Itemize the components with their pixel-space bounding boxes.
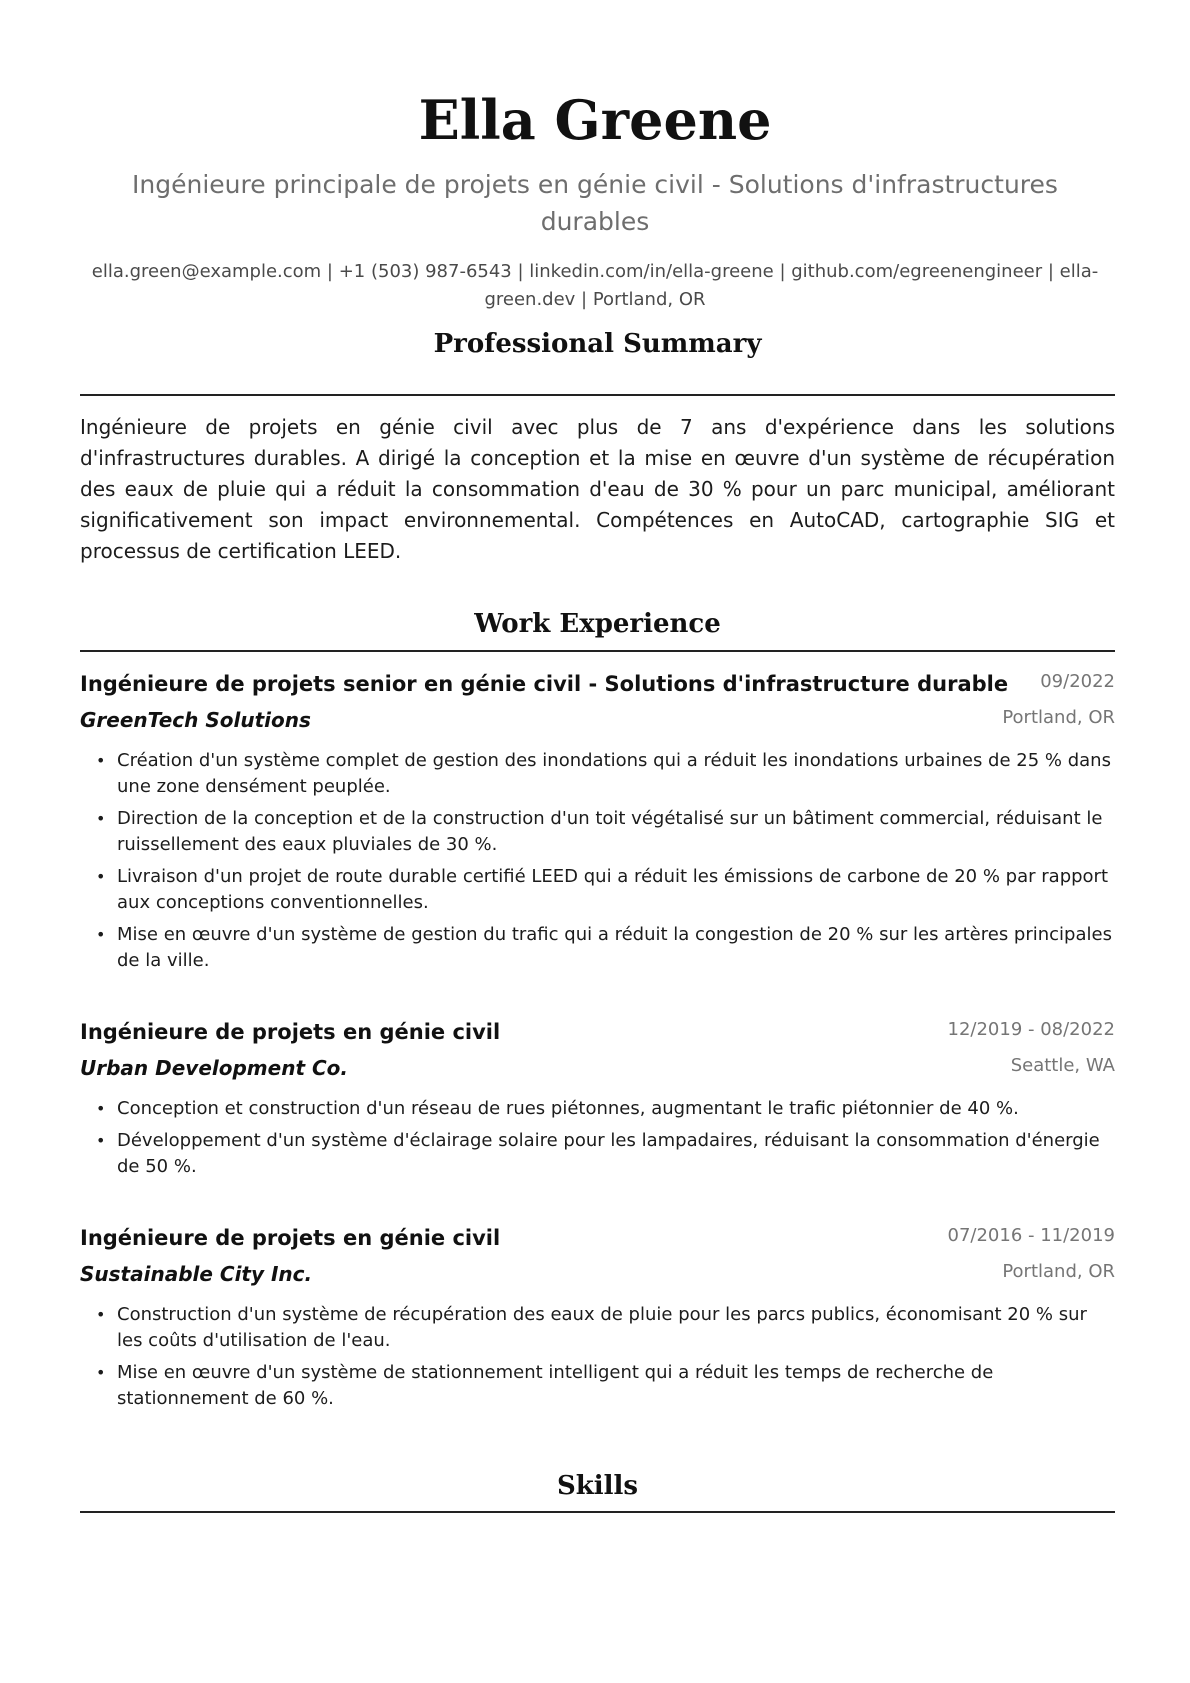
achievement-text: Livraison d'un projet de route durable certifié LEED qui a réduit les émissions de carbone de 20 % par rapport aux conceptions conventionnelles. xyxy=(117,866,1109,913)
company-name: Urban Development Co. xyxy=(80,1056,348,1080)
summary-text: Ingénieure de projets en génie civil avec plus de 7 ans d'expérience dans les solutions d'infrastructures durables. A dirigé la conception et la mise en œuvre d'un système de récupération des eaux de pluie qui a réduit la consommation d'eau de 30 % pour un parc municipal, améliorant significativement son impact environnemental. Compétences en AutoCAD, cartographie SIG et processus de certification LEED. xyxy=(80,415,1115,563)
achievement-text: Construction d'un système de récupération des eaux de pluie pour les parcs publics, économisant 20 % sur les coûts d'utilisation de l'eau. xyxy=(117,1304,1087,1351)
list-item xyxy=(80,806,1115,858)
achievement-text: Création d'un système complet de gestion des inondations qui a réduit les inondations urbaines de 25 % dans une zone densément peuplée. xyxy=(117,750,1111,797)
achievement-text: Mise en œuvre d'un système de stationnement intelligent qui a réduit les temps de recherche de stationnement de 60 %. xyxy=(117,1362,994,1409)
list-item xyxy=(80,748,1115,800)
candidate-title: Ingénieure principale de projets en génie civil - Solutions d'infrastructures durables xyxy=(132,170,1058,236)
company-name: Sustainable City Inc. xyxy=(80,1262,313,1286)
achievement-list xyxy=(80,1302,1115,1418)
bullet-icon: • xyxy=(96,751,106,770)
bullet-icon: • xyxy=(96,867,106,886)
list-item xyxy=(80,922,1115,974)
achievement-list xyxy=(80,1096,1115,1186)
job-dates: 09/2022 xyxy=(1040,671,1115,692)
achievement-text: Direction de la conception et de la construction d'un toit végétalisé sur un bâtiment commercial, réduisant le ruissellement des eaux pluviales de 30 %. xyxy=(117,808,1103,855)
achievement-list xyxy=(80,748,1115,980)
job-title: Ingénieure de projets en génie civil xyxy=(80,1020,501,1044)
bullet-icon: • xyxy=(96,809,106,828)
company-name: GreenTech Solutions xyxy=(80,708,311,732)
bullet-icon: • xyxy=(96,925,106,944)
bullet-icon: • xyxy=(96,1305,106,1324)
list-item xyxy=(80,1096,1115,1122)
job-location: Portland, OR xyxy=(1002,707,1115,728)
list-item xyxy=(80,1128,1115,1180)
bullet-icon: • xyxy=(96,1099,106,1118)
bullet-icon: • xyxy=(96,1363,106,1382)
candidate-name: Ella Greene xyxy=(418,88,772,152)
list-item xyxy=(80,864,1115,916)
contact-line: ella.green@example.com | +1 (503) 987-6543 | linkedin.com/in/ella-greene | github.com/egreenengineer | ella-green.dev | Portland, OR xyxy=(91,261,1099,310)
achievement-text: Mise en œuvre d'un système de gestion du trafic qui a réduit la congestion de 20 % sur les artères principales de la ville. xyxy=(117,924,1112,971)
achievement-text: Conception et construction d'un réseau de rues piétonnes, augmentant le trafic piétonnier de 40 %. xyxy=(117,1098,1019,1119)
list-item xyxy=(80,1302,1115,1354)
section-heading-summary: Professional Summary xyxy=(433,329,762,359)
list-item xyxy=(80,1360,1115,1412)
section-heading-skills: Skills xyxy=(556,1471,639,1501)
job-location: Seattle, WA xyxy=(1010,1055,1115,1076)
bullet-icon: • xyxy=(96,1131,106,1150)
section-divider xyxy=(80,1511,1115,1513)
job-title: Ingénieure de projets en génie civil xyxy=(80,1226,501,1250)
section-heading-experience: Work Experience xyxy=(474,609,721,639)
job-location: Portland, OR xyxy=(1002,1261,1115,1282)
achievement-text: Développement d'un système d'éclairage solaire pour les lampadaires, réduisant la consommation d'énergie de 50 %. xyxy=(117,1130,1100,1177)
job-dates: 07/2016 - 11/2019 xyxy=(947,1225,1115,1246)
job-title: Ingénieure de projets senior en génie civil - Solutions d'infrastructure durable xyxy=(80,672,1009,696)
job-dates: 12/2019 - 08/2022 xyxy=(947,1019,1115,1040)
section-divider xyxy=(80,394,1115,396)
section-divider xyxy=(80,650,1115,652)
